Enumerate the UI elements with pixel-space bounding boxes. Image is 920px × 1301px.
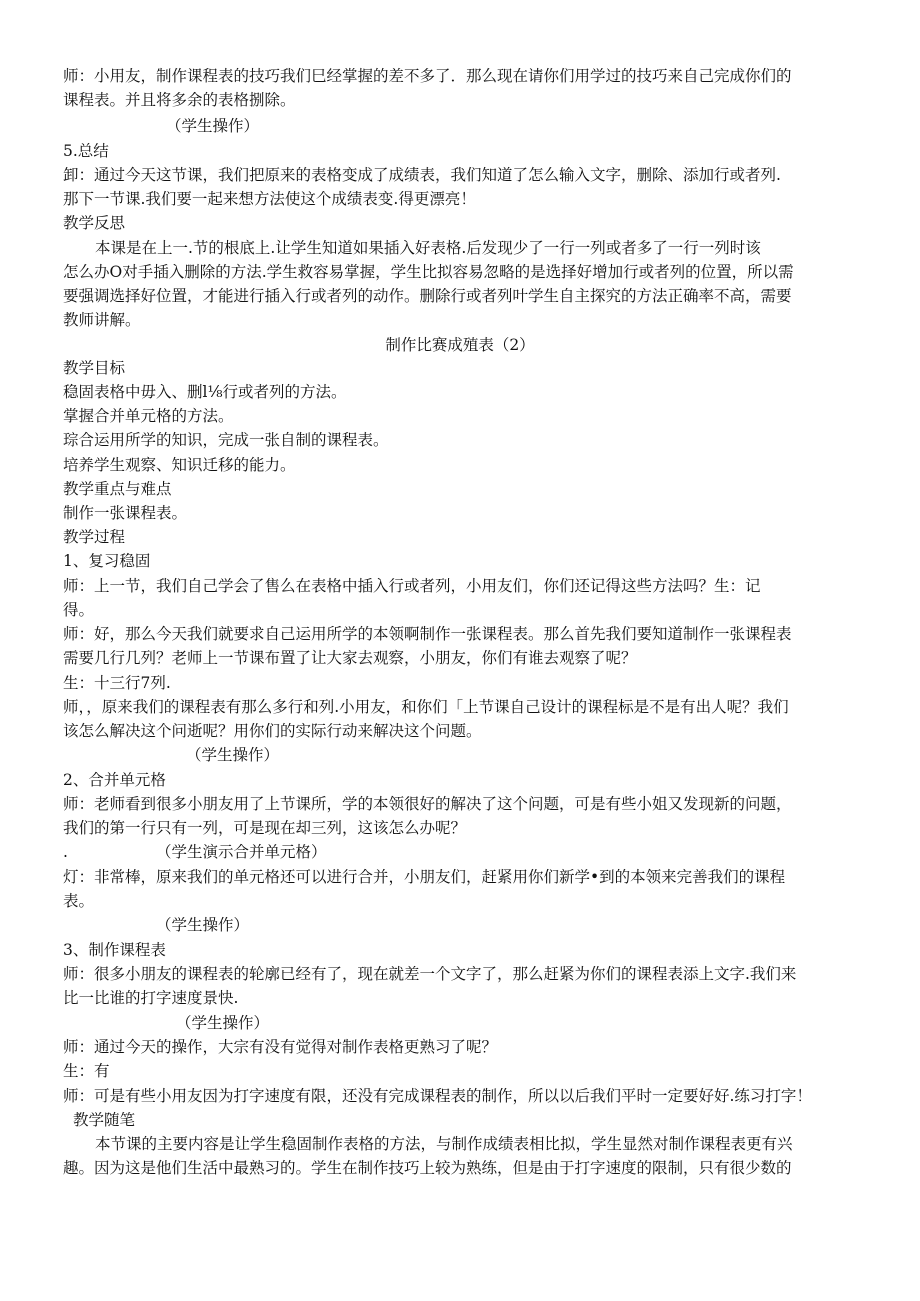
section-heading: 1、复习稳固 [63,552,151,570]
text-line: （学生操作） [156,916,250,934]
text-line: 琮合运用所学的知识，完成一张自制的课程表。 [63,431,389,449]
text-line: 卸：通过今天这节课，我们把原来的表格变成了成绩表，我们知道了怎么输入文字，删除、添加行或者列. [63,166,781,184]
text-line: 师：老师看到很多小朋友用了上节课所，学的本领很好的解决了这个问题，可是有些小姐又发现新的问题， [63,795,792,813]
text-line: 稳固表格中毋入、删l⅛行或者列的方法。 [63,383,347,401]
section-heading: 教学随笔 [73,1111,136,1129]
text-line: （学生操作） [166,117,260,135]
text-line: 师：可是有些小用友因为打字速度有限，还没有完成课程表的制作，所以以后我们平时一定要好好.练习打字！ [63,1087,812,1105]
text-line: （学生操作） [176,1014,270,1032]
text-line: 生：十三行7列. [63,674,171,692]
text-line: 掌握合并单元格的方法。 [63,407,234,425]
text-line: 师：很多小朋友的课程表的轮廓已经有了，现在就差一个文字了，那么赶紧为你们的课程表添上文字.我们来 [63,965,797,983]
text-line: 需要几行几列？老师上一节课布置了让大家去观察，小朋友，你们有谁去观察了呢？ [63,649,637,667]
text-line: 师：好，那么今天我们就要求自己运用所学的本领啊制作一张课程表。那么首先我们要知道制作一张课程表 [63,625,792,643]
text-line: 本节课的主要内容是让学生稳固制作表格的方法，与制作成绩表相比拟，学生显然对制作课程表更有兴 [95,1135,793,1153]
section-heading: 5.总结 [63,142,109,160]
lesson-title: 制作比赛成殖表（2） [385,336,535,354]
text-line: 制作一张课程表。 [63,504,188,522]
text-line: 师，，原来我们的课程表有那么多行和列.小用友，和你们「上节课自己设计的课程标是不是有出人呢？我们 [63,698,789,716]
text-line: （学生操作） [186,746,280,764]
text-line: 培养学生观察、知识迁移的能力。 [63,456,296,474]
section-heading: 教学过程 [63,528,126,546]
text-line: 该怎么解决这个问逝呢？用你们的实际行动来解决这个问题。 [63,722,482,740]
text-line: 生：有 [63,1062,110,1080]
text-line: 教师讲解。 [63,311,141,329]
text-line: 本课是在上一.节的根底上.让学生知道如果插入好表格.后发现少了一行一列或者多了一行一列时该 [95,239,761,257]
text-line: 我们的第一行只有一列，可是现在却三列，这该怎么办呢？ [63,819,467,837]
text-line: 怎么办O对手插入删除的方法.学生救容易掌握，学生比拟容易忽略的是选择好增加行或者列的位置，所以需 [63,263,794,281]
text-line: 比一比谁的打字速度景快. [63,989,239,1007]
section-heading: 教学反思 [63,214,126,232]
section-heading: 教学重点与难点 [63,480,172,498]
section-heading: 教学目标 [63,359,126,377]
text-line: 师：小用友，制作课程表的技巧我们巳经掌握的差不多了．那么现在请你们用学过的技巧来自己完成你们的 [63,67,792,85]
text-line: （学生演示合并单元格） [156,843,327,861]
text-line: 师：上一节，我们自己学会了售么在表格中插入行或者列，小用友们，你们还记得这些方法吗？生：记 [63,577,761,595]
text-line: 课程表。并且将多余的表格捌除。 [63,91,296,109]
text-line: 得。 [63,601,95,619]
section-heading: 2、合并单元格 [63,771,166,789]
text-line: 师：通过今天的操作，大宗有没有觉得对制作表格更熟习了呢？ [63,1038,498,1056]
section-heading: 3、制作课程表 [63,941,166,959]
text-line: . [63,843,68,861]
text-line: 那下一节课.我们要一起来想方法使这个成绩表变.得更漂亮！ [63,190,476,208]
text-line: 趣。因为这是他们生活中最熟习的。学生在制作技巧上较为熟练，但是由于打字速度的限制，只有很少数的 [63,1159,792,1177]
text-line: 要强调选择好位置，才能进行插入行或者列的动作。删除行或者列叶学生自主探究的方法正确率不高，需要 [63,287,792,305]
text-line: 表。 [63,892,95,910]
text-line: 灯：非常棒，原来我们的单元格还可以进行合并，小朋友们，赶紧用你们新学•到的本领来完善我们的课程 [63,868,786,886]
